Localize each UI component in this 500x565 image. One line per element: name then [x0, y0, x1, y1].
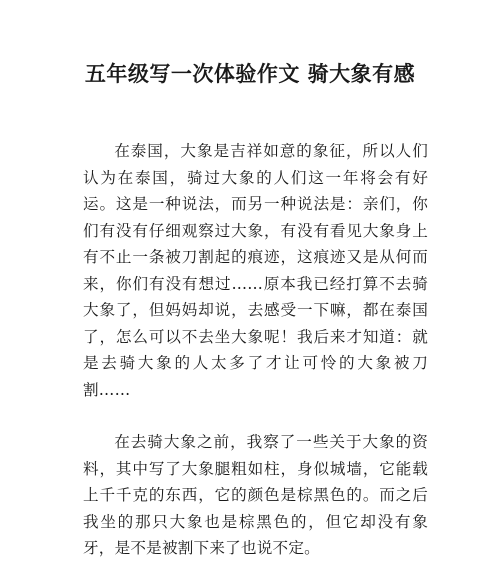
document-body: [83, 138, 428, 562]
paragraph-2: 在去骑大象之前，我察了一些关于大象的资料，其中写了大象腿粗如柱，身似城墙，它能载上千千克的东西，它的颜色是棕黑色的。而之后我坐的那只大象也是棕黑色的，但它却没有象牙，是不是被割下来了也说不定。: [83, 433, 428, 557]
paragraph-1: 在泰国，大象是吉祥如意的象征，所以人们认为在泰国，骑过大象的人们这一年将会有好运。这是一种说法，而另一种说法是：亲们，你们有没有仔细观察过大象，有没有看见大象身上有不止一条被刀割起的痕迹，这痕迹又是从何而来，你们有没有想过……原本我已经打算不去骑大象了，但妈妈却说，去感受一下嘛，都在泰国了，怎么可以不去坐大象呢！我后来才知道：就是去骑大象的人太多了才让可怜的大象被刀割……: [83, 142, 428, 399]
document-title: 五年级写一次体验作文 骑大象有感: [84, 62, 416, 86]
